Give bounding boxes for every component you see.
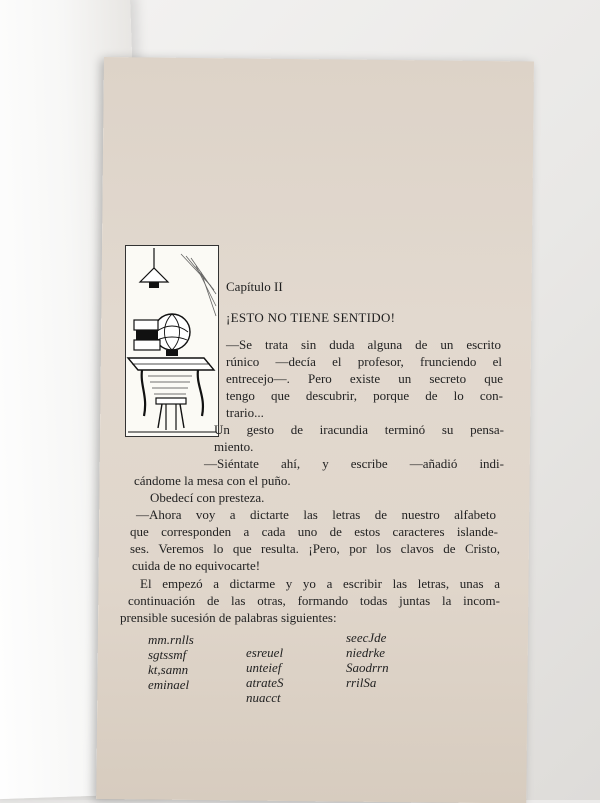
cipher-word: eminael	[148, 677, 190, 692]
body-line: entrecejo—. Pero existe un secreto que	[226, 371, 503, 386]
body-line: cuida de no equivocarte!	[132, 558, 261, 573]
body-line: El empezó a dictarme y yo a escribir las letras, unas a	[140, 576, 500, 591]
body-line: —Ahora voy a dictarte las letras de nuestro alfabeto	[136, 507, 496, 522]
body-line: continuación de las otras, formando todas juntas la incom-	[128, 593, 500, 608]
cipher-word: rrilSa	[346, 675, 377, 690]
chapter-subtitle: ¡ESTO NO TIENE SENTIDO!	[226, 310, 396, 325]
cipher-word: kt,samn	[148, 662, 189, 677]
cipher-word: atrateS	[246, 675, 284, 690]
body-line: rúnico —decía el profesor, frunciendo el	[226, 354, 502, 369]
body-line: cándome la mesa con el puño.	[134, 473, 291, 488]
body-line: ses. Veremos lo que resulta. ¡Pero, por los clavos de Cristo,	[130, 541, 500, 556]
body-line: trario...	[226, 405, 264, 420]
body-line: Un gesto de iracundia terminó su pensa-	[214, 422, 504, 437]
body-line: prensible sucesión de palabras siguientes:	[120, 610, 337, 625]
cipher-column-1	[148, 632, 194, 692]
cipher-word: unteief	[246, 660, 282, 675]
body-line: miento.	[214, 439, 254, 454]
cipher-word: nuacct	[246, 690, 281, 705]
chapter-illustration	[125, 245, 219, 437]
cipher-word: mm.rnlls	[148, 632, 194, 647]
cipher-column-3	[346, 630, 389, 690]
cipher-word: niedrke	[346, 645, 385, 660]
cipher-word: esreuel	[246, 645, 284, 660]
scholar-desk-illustration	[126, 246, 218, 436]
cipher-word: sgtssmf	[148, 647, 187, 662]
body-line: que corresponden a cada uno de estos caracteres islande-	[130, 524, 498, 539]
body-line: Obedecí con presteza.	[150, 490, 265, 505]
chapter-title: Capítulo II	[226, 279, 283, 294]
cipher-word: Saodrrn	[346, 660, 389, 675]
cipher-word: seecJde	[346, 630, 387, 645]
body-line: —Se trata sin duda alguna de un escrito	[226, 337, 501, 352]
cipher-column-2	[246, 645, 284, 705]
body-line: tengo que descubrir, porque de lo con-	[226, 388, 503, 403]
body-line: —Siéntate ahí, y escribe —añadió indi-	[204, 456, 504, 471]
